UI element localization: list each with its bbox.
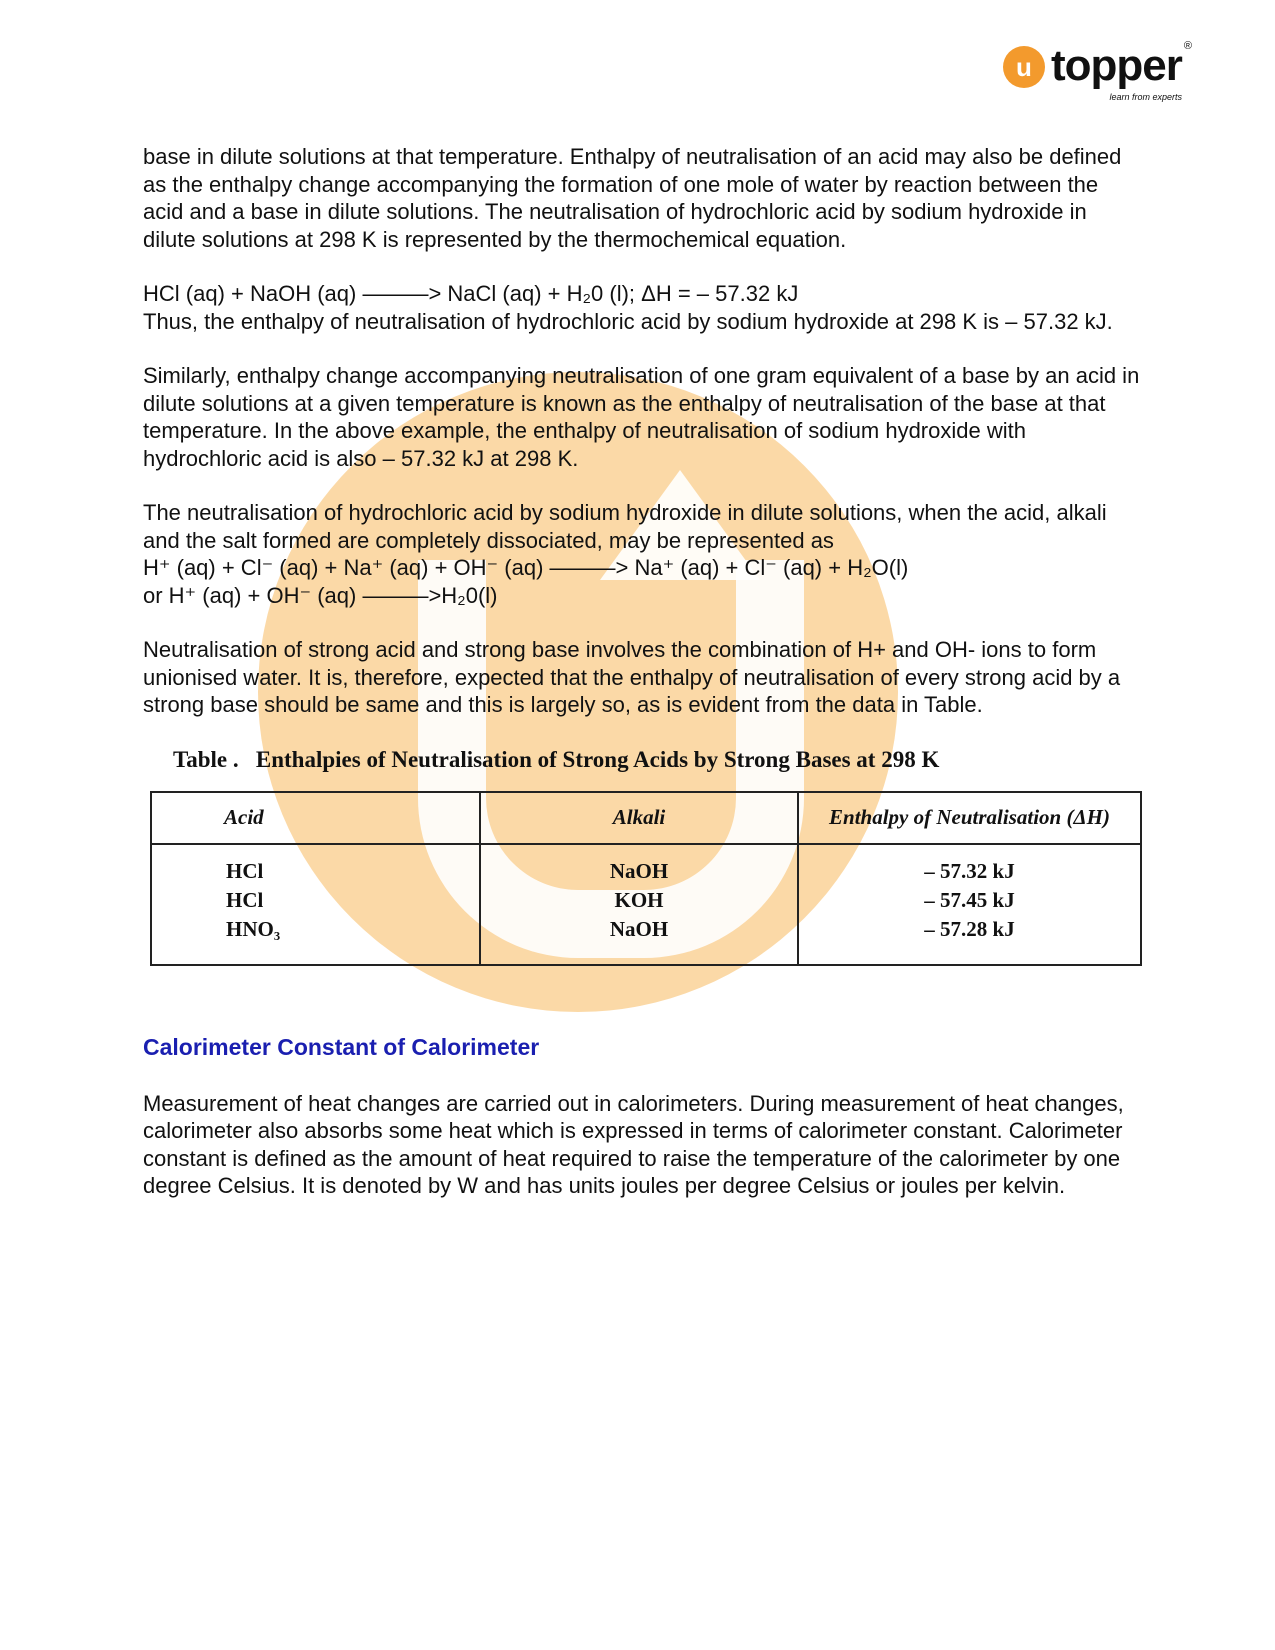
document-body <box>143 143 1143 1227</box>
acid-cell: HCl HCl HNO₃ <box>151 844 480 965</box>
logo-row <box>1003 40 1192 92</box>
equation: H⁺ (aq) + Cl⁻ (aq) + Na⁺ (aq) + OH⁻ (aq) ———> Na⁺ (aq) + Cl⁻ (aq) + H₂O(l) <box>143 555 909 580</box>
equation: HCl (aq) + NaOH (aq) ———> NaCl (aq) + H₂0 (l); ΔH = – 57.32 kJ <box>143 281 799 306</box>
section-heading: Calorimeter Constant of Calorimeter <box>143 1034 540 1060</box>
alkali-cell: NaOH KOH NaOH <box>480 844 798 965</box>
paragraph: Neutralisation of strong acid and strong base involves the combination of H+ and OH- ions to form unionised water. It is, therefore, expected that the enthalpy of neutralisation of every strong acid by a strong base should be same and this is largely so, as is evident from the data in Table. <box>143 637 1121 717</box>
enthalpy-table <box>150 791 1142 966</box>
paragraph: Measurement of heat changes are carried out in calorimeters. During measurement of heat changes, calorimeter also absorbs some heat which is expressed in terms of calorimeter constant. Calorimeter constant is defined as the amount of heat required to raise the temperature of the calorimeter by one degree Celsius. It is denoted by W and has units joules per degree Celsius or joules per kelvin. <box>143 1090 1124 1198</box>
paragraph: Thus, the enthalpy of neutralisation of hydrochloric acid by sodium hydroxide at 298 K is – 57.32 kJ. <box>143 308 1113 334</box>
table-label: Table . <box>173 746 239 772</box>
registered-mark: ® <box>1183 40 1192 52</box>
paragraph: Similarly, enthalpy change accompanying neutralisation of one gram equivalent of a base by an acid in dilute solutions at a given temperature is known as the enthalpy of neutralisation of the base at that temperature. In the above example, the enthalpy of neutralisation of sodium hydroxide with hydrochloric acid is also – 57.32 kJ at 298 K. <box>143 363 1140 471</box>
equation: or H⁺ (aq) + OH⁻ (aq) ———>H₂0(l) <box>143 582 498 608</box>
table-caption <box>173 746 1143 774</box>
logo-brand: topper <box>1051 41 1182 90</box>
header-alkali: Alkali <box>480 792 798 844</box>
header-enthalpy: Enthalpy of Neutralisation (ΔH) <box>798 792 1141 844</box>
enthalpy-cell: – 57.32 kJ – 57.45 kJ – 57.28 kJ <box>798 844 1141 965</box>
logo-tagline: learn from experts <box>1109 92 1182 102</box>
topper-logo <box>1003 40 1192 103</box>
paragraph: The neutralisation of hydrochloric acid by sodium hydroxide in dilute solutions, when the acid, alkali and the salt formed are completely dissociated, may be represented as <box>143 500 1107 553</box>
logo-mark-icon: u <box>1003 46 1045 88</box>
table-title: Enthalpies of Neutralisation of Strong Acids by Strong Bases at 298 K <box>255 746 940 772</box>
header-acid: Acid <box>151 792 480 844</box>
table-header-row <box>151 792 1141 844</box>
paragraph: base in dilute solutions at that temperature. Enthalpy of neutralisation of an acid may also be defined as the enthalpy change accompanying the formation of one mole of water by reaction between the acid and a base in dilute solutions. The neutralisation of hydrochloric acid by sodium hydroxide in dilute solutions at 298 K is represented by the thermochemical equation. <box>143 144 1122 252</box>
table-row <box>151 844 1141 965</box>
